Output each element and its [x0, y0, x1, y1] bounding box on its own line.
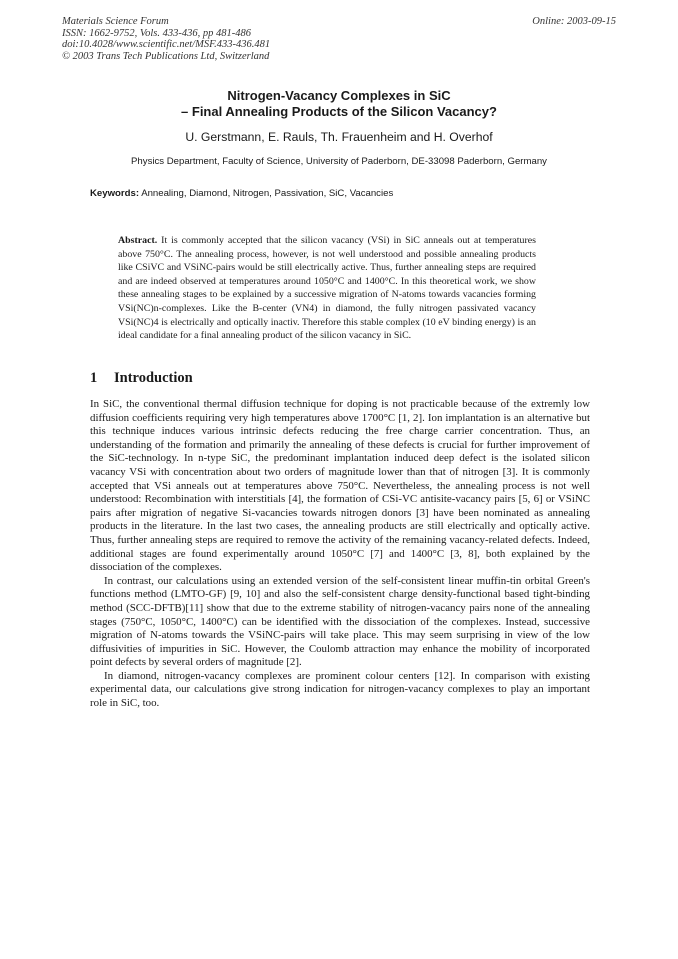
- section-number: 1: [90, 370, 98, 386]
- online-date: Online: 2003-09-15: [532, 16, 616, 27]
- paragraph-1: In SiC, the conventional thermal diffusion technique for doping is not practicable because of the extremly low diffusion coefficients requiring very high temperatures above 1700°C [1, 2]. Ion implantation is an alternative but this technique induces various intrinsic defects reducing the free charge carrier concentration. Thus, an understanding of the formation and primarily the annealing of these defects is crucial for further improvement of the SiC-technology. In n-type SiC, the predominant implantation induced deep defect is the isolated silicon vacancy VSi with concentration about two orders of magnitude lower than that of nitrogen [3]. It is commonly accepted that VSi anneals out at temperatures above 750°C. Nevertheless, the annealing process is not well understood: Recombination with interstitials [4], the formation of CSi-VC antisite-vacancy pairs [5, 6] or VSiNC pairs after migration of negative Si-vacancies towards nitrogen donors [3] have been nominated as annealing products in the literature. In the last two cases, the annealing products are still electrically and optically active. Thus, further annealing steps are required to remove the activity of the remaining vacancy-related defects. Indeed, additional stages are found experimentally around 1050°C [7] and 1400°C [3, 8], both explained by the dissociation of the complexes.: [90, 398, 590, 574]
- abstract: [118, 234, 536, 343]
- copyright-line: © 2003 Trans Tech Publications Ltd, Switzerland: [62, 50, 270, 62]
- section-heading: [90, 370, 193, 387]
- keywords-list: Annealing, Diamond, Nitrogen, Passivation, SiC, Vacancies: [141, 188, 394, 199]
- authors: U. Gerstmann, E. Rauls, Th. Frauenheim and H. Overhof: [185, 130, 493, 144]
- paragraph-2: In contrast, our calculations using an extended version of the self-consistent linear muffin-tin orbital Green's functions method (LMTO-GF) [9, 10] and also the self-consistent charge density-functional based tight-binding method (SCC-DFTB)[11] show that due to the extreme stability of nitrogen-vacancy pairs none of the annealing stages (750°C, 1050°C, 1400°C) can be identified with the dissociation of the complexes. Instead, successive migration of N-atoms towards the VSiNC-pairs will take place. This may seem surprising in view of the low diffusivities of impurities in SiC. However, the Coulomb attraction may enhance the mobility of incorporated point defects by several orders of magnitude [2].: [90, 574, 590, 669]
- paper-title: [0, 88, 678, 120]
- title-line-1: Nitrogen-Vacancy Complexes in SiC: [227, 88, 451, 103]
- keywords: [90, 188, 610, 199]
- section-title: Introduction: [114, 370, 193, 386]
- journal-name: Materials Science Forum: [62, 16, 169, 27]
- title-line-2: – Final Annealing Products of the Silicon Vacancy?: [181, 104, 497, 119]
- doi-line: doi:10.4028/www.scientific.net/MSF.433-436.481: [62, 39, 271, 51]
- abstract-text: It is commonly accepted that the silicon vacancy (VSi) in SiC anneals out at temperatures above 750°C. The annealing process, however, is not well understood and possible annealing products like CSiVC and VSiNC-pairs would be still electrically active. Thus, further annealing steps are required and are indeed observed at temperatures around 1050°C and 1400°C. In this theoretical work, we show these annealing stages to be explained by a successive migration of N-atoms towards vacancies forming VSi(NC)n-complexes. Like the B-center (VN4) in diamond, the fully nitrogen passivated vacancy VSi(NC)4 is electrically and optically inactiv. Therefore this stable complex (10 eV binding energy) is an ideal candidate for a final annealing product of the silicon vacancy in SiC.: [118, 235, 536, 342]
- journal-header: [62, 16, 270, 62]
- paragraph-3: In diamond, nitrogen-vacancy complexes are prominent colour centers [12]. In comparison with existing experimental data, our calculations give strong indication for nitrogen-vacancy complexes to play an important role in SiC, too.: [90, 669, 590, 710]
- keywords-label: Keywords:: [90, 188, 140, 199]
- section-body: [90, 398, 590, 711]
- issn-line: ISSN: 1662-9752, Vols. 433-436, pp 481-486: [62, 27, 251, 39]
- affiliation: Physics Department, Faculty of Science, University of Paderborn, DE-33098 Paderborn, Germany: [131, 156, 547, 167]
- abstract-label: Abstract.: [118, 235, 158, 246]
